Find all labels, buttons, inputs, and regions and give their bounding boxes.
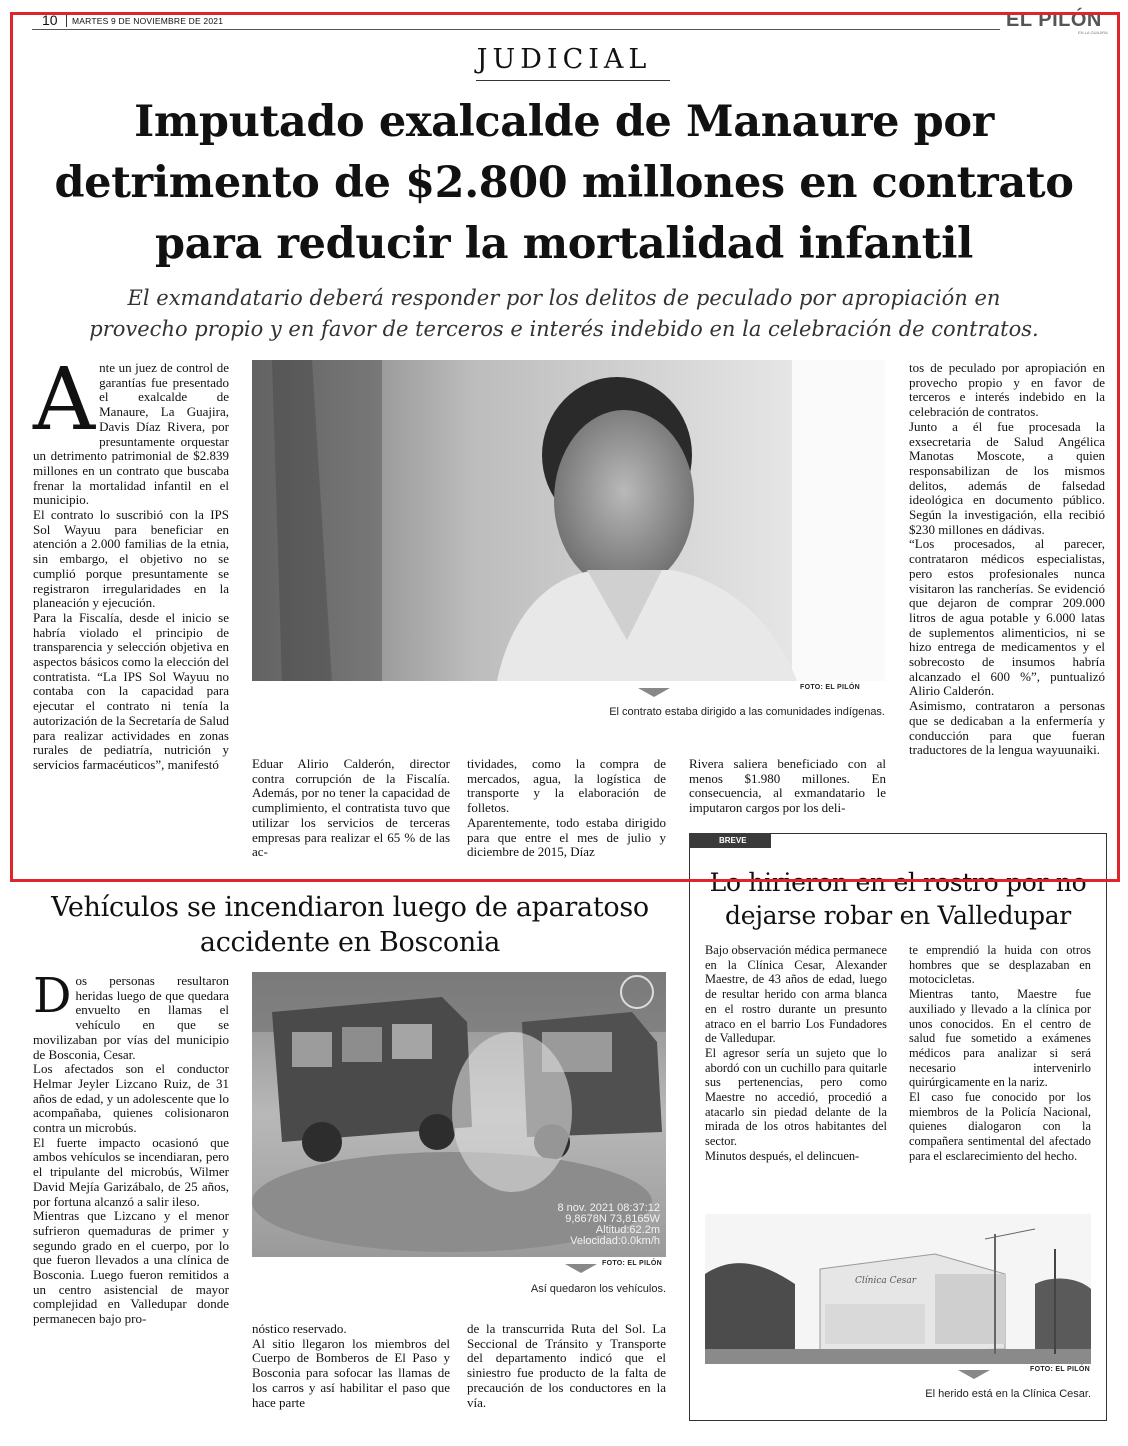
second-col-1-lead: Dos personas resultaron heridas luego de que quedara envuelto en llamas el vehículo en que se movilizaban por vías del municipio de Bosconia, Cesar. [33, 968, 229, 1062]
photo-timestamp-line: Velocidad:0.0km/h [570, 1235, 660, 1247]
second-headline-line: Vehículos se incendiaron luego de aparatoso [51, 892, 649, 923]
breve-col-2-paragraph: Mientras tanto, Maestre fue auxiliado y llevado a la clínica por unos conocidos. En el centro de salud fue sometido a exámenes médicos para analizar si será necesario intervenirlo quirúrgicamente en la nariz. [909, 987, 1091, 1090]
main-col-3-paragraph: tividades, como la compra de mercados, agua, la logística de transporte y la elaboración de folletos. [467, 756, 666, 816]
header-divider [66, 13, 67, 27]
main-col-1-lead: Ante un juez de control de garantías fue presentado el exalcalde de Manaure, La Guajira, Davis Díaz Rivera, por presuntamente orquestar un detrimento patrimonial de $2.839 millones en un contrato que buscaba frenar la mortalidad infantil en el municipio. [33, 350, 229, 508]
breve-photo-caption: El herido está en la Clínica Cesar. [925, 1388, 1091, 1400]
second-headline-line: accidente en Bosconia [199, 927, 501, 958]
breve-headline [689, 866, 1107, 932]
clinic-sign: Clínica Cesar [855, 1276, 917, 1286]
second-col-1-paragraph: Los afectados son el conductor Helmar Jeyler Lizcano Ruiz, de 31 años de edad, y un adolescente que lo acompañaba, quienes colisionaron contra un microbús. [33, 1061, 229, 1136]
photo-timestamp [557, 1203, 660, 1247]
second-photo-credit: FOTO: EL PILÓN [602, 1260, 662, 1267]
breve-caption-marker [958, 1370, 990, 1379]
breve-headline-line: dejarse robar en Valledupar [725, 901, 1071, 930]
clinic-building-image [705, 1214, 1091, 1364]
main-col-5-paragraph: Junto a él fue procesada la exsecretaria de Salud Angélica Manotas Moscote, a quien responsabilizan de los mismos delitos, además de falsedad ideológica en documento público. Según la investigación, ella recibió $230 millones en dádivas. [909, 418, 1105, 537]
breve-photo [705, 1214, 1091, 1364]
main-photo-caption: El contrato estaba dirigido a las comunidades indígenas. [609, 706, 885, 718]
second-col-2-paragraph: Al sitio llegaron los miembros del Cuerpo de Bomberos de El Paso y Bosconia para sofocar las llamas de los carros y así habilitar el paso que hace parte [252, 1335, 450, 1410]
main-subhead [0, 283, 1128, 345]
portrait-image [252, 360, 885, 681]
breve-col-1 [705, 943, 887, 1164]
main-subhead-line: provecho propio y en favor de terceros e interés indebido en la celebración de contratos. [89, 317, 1039, 341]
main-col-1-paragraph: El contrato lo suscribió con la IPS Sol Wayuu para beneficiar en atención a 2.000 familias de la etnia, sin embargo, el objetivo no se cumplió porque presuntamente se registraron irregularidades en la planeación y ejecución. [33, 507, 229, 611]
breve-col-1-paragraph: Minutos después, el delincuen- [705, 1148, 860, 1163]
main-col-5 [909, 361, 1105, 758]
photo-timestamp-line: 9,8678N 73,8165W [565, 1213, 660, 1225]
second-caption-marker [565, 1264, 597, 1273]
main-subhead-line: El exmandatario deberá responder por los delitos de peculado por apropiación en [127, 286, 1001, 310]
page-date: MARTES 9 DE NOVIEMBRE DE 2021 [72, 16, 224, 26]
main-col-1-paragraph: Para la Fiscalía, desde el inicio se habría violado el principio de transparencia y selección objetiva en aspectos básicos como la elección del contratista. “La IPS Sol Wayuu no contaba con la capacidad para ejecutar el contrato ni tenía la autorización de la Secretaría de Salud para realizar actividades en zonas rurales de pediatría, nutrición y servicios farmacéuticos”, manifestó [33, 609, 230, 772]
main-col-2 [252, 757, 450, 860]
main-headline-line: para reducir la mortalidad infantil [154, 219, 973, 269]
photo-timestamp-line: 8 nov. 2021 08:37:12 [557, 1202, 660, 1214]
main-col-4-paragraph: Rivera saliera beneficiado con al menos $1.980 millones. En consecuencia, al exmandatario le imputaron cargos por los deli- [689, 756, 886, 816]
second-col-1-paragraph: El fuerte impacto ocasionó que ambos vehículos se incendiaran, pero el tripulante del microbús, Wilmer David Mejía Garizábalo, de 25 años, por fortuna alcanzó a salir ileso. [33, 1134, 229, 1209]
breve-tag: BREVE [689, 833, 771, 848]
masthead-logo: EL PILÓN [1006, 9, 1102, 31]
main-col-5-paragraph: tos de peculado por apropiación en provecho propio y en favor de terceros e interés indebido en la celebración de contratos. [909, 360, 1105, 420]
second-col-2-paragraph: nóstico reservado. [252, 1321, 347, 1336]
section-underline [476, 80, 670, 81]
photo-timestamp-line: Altitud:62.2m [595, 1224, 660, 1236]
main-photo [252, 360, 885, 681]
second-col-2 [252, 1322, 450, 1410]
masthead-sub: EN LA GUAJIRA [1078, 30, 1108, 35]
main-headline [0, 92, 1128, 275]
page-header [32, 9, 1112, 35]
second-headline [30, 890, 670, 960]
breve-col-1-paragraph: El agresor sería un sujeto que lo abordó con un cuchillo para quitarle sus pertenencias, pero como Maestre no accedió, procedió a atacarlo sin piedad delante de la mirada de los otros habitantes del sector. [705, 1045, 887, 1149]
breve-col-2 [909, 943, 1091, 1164]
second-col-3 [467, 1322, 666, 1410]
main-col-5-paragraph: Asimismo, contrataron a personas que se dedicaban a la enfermería y conducción para que fueran traductores de la lengua wayuunaiki. [909, 698, 1105, 758]
main-col-3 [467, 757, 666, 860]
main-headline-line: Imputado exalcalde de Manaure por [134, 97, 994, 147]
second-photo-caption: Así quedaron los vehículos. [530, 1283, 666, 1295]
main-col-3-paragraph: Aparentemente, todo estaba dirigido para que entre el mes de julio y diciembre de 2015, Díaz [467, 814, 666, 860]
drop-cap: D [33, 968, 72, 1024]
header-rule [32, 29, 1000, 30]
drop-cap: A [33, 350, 96, 450]
breve-col-2-paragraph: te emprendió la huida con otros hombres que se desplazaban en motocicletas. [909, 943, 1091, 987]
second-col-1 [33, 968, 229, 1327]
breve-col-2-paragraph: El caso fue conocido por los miembros de la Policía Nacional, quienes dialogaron con la compañera sentimental del afectado para el esclarecimiento del hecho. [909, 1090, 1091, 1163]
section-label: JUDICIAL [476, 44, 652, 75]
main-col-2-paragraph: Eduar Alirio Calderón, director contra corrupción de la Fiscalía. Además, por no tener la capacidad de cumplimiento, el contratista tuvo que utilizar los servicios de terceras empresas para realizar el 65 % de las ac- [252, 756, 450, 860]
breve-photo-credit: FOTO: EL PILÓN [1030, 1366, 1090, 1373]
breve-col-1-paragraph: Bajo observación médica permanece en la Clínica Cesar, Alexander Maestre, de 43 años de edad, luego de resultar herido con arma blanca en el rostro durante un presunto atraco en el barrio Los Fundadores de Valledupar. [705, 943, 887, 1046]
main-col-4 [689, 757, 886, 816]
breve-headline-line: Lo hirieron en el rostro por no [709, 868, 1087, 897]
main-caption-marker [638, 688, 670, 697]
second-col-1-paragraph: Mientras que Lizcano y el menor sufrieron quemaduras de primer y segundo grado en el cuerpo, por lo que fueron llevados a una clínica de Bosconia. Luego fueron remitidos a un centro asistencial de mayor complejidad en Valledupar donde permanecen bajo pro- [33, 1208, 229, 1327]
second-col-3-paragraph: de la transcurrida Ruta del Sol. La Seccional de Tránsito y Transporte del departamento indicó que el siniestro fue producto de la falta de precaución de los conductores en la vía. [467, 1321, 666, 1410]
main-col-5-paragraph: “Los procesados, al parecer, contrataron médicos especialistas, pero estos profesionales nunca visitaron las rancherías. Se evidenció que dejaron de comprar 209.000 litros de agua potable y 6.000 latas de suplementos alimenticios, ni se hizo entrega de medicamentos y el sobrecosto de insumos habría alcanzado el 600 %”, puntualizó Alirio Calderón. [909, 536, 1105, 699]
main-photo-credit: FOTO: EL PILÓN [800, 684, 860, 691]
main-headline-line: detrimento de $2.800 millones en contrato [54, 158, 1074, 208]
second-photo [252, 972, 666, 1257]
main-col-1 [33, 350, 230, 773]
page-number: 10 [42, 12, 58, 28]
